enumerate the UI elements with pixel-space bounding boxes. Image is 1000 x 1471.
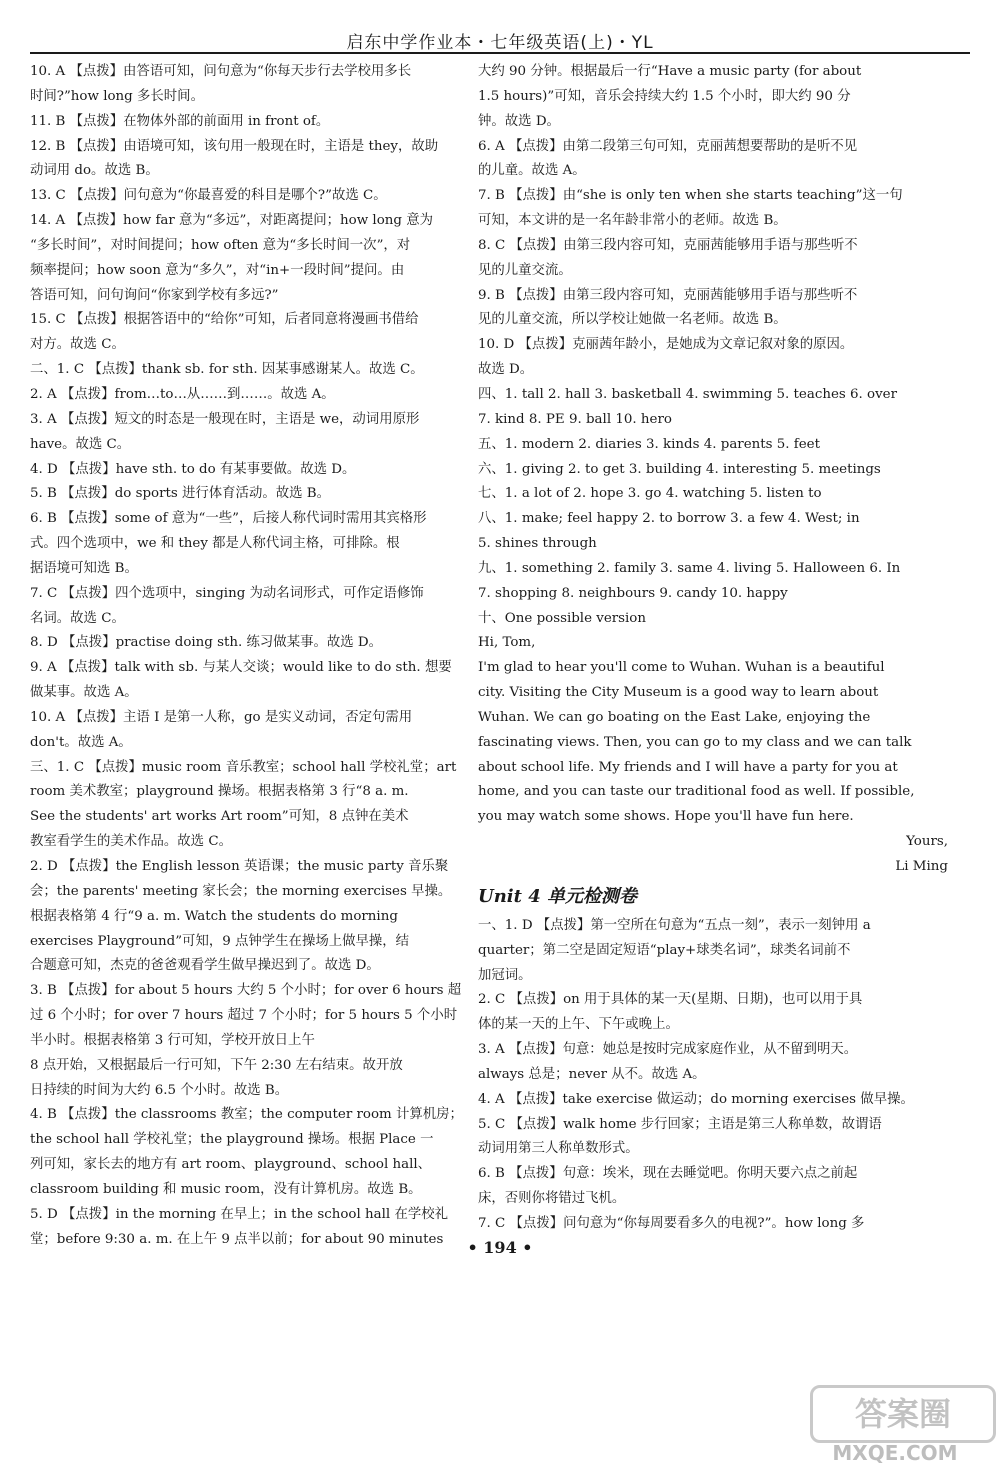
answer-line: 1.5 hours)”可知，音乐会持续大约 1.5 个小时，即大约 90 分	[478, 88, 851, 104]
answer-line: 八、1. make; feel happy 2. to borrow 3. a few 4. West; in	[478, 511, 860, 527]
answer-line: quarter；第二空是固定短语“play+球类名词”，球类名词前不	[478, 942, 851, 958]
answer-line: 5. shines through	[478, 536, 597, 552]
answer-line: about school life. My friends and I will have a party for you at	[478, 759, 898, 775]
answer-line: 的儿童。故选 A。	[478, 163, 586, 179]
right-column	[478, 60, 948, 1237]
answer-line: 4. D 【点拨】have sth. to do 有某事要做。故选 D。	[30, 461, 356, 477]
watermark-url: MXQE.COM	[832, 1441, 958, 1465]
answer-line: 6. B 【点拨】句意：埃米，现在去睡觉吧。你明天要六点之前起	[478, 1166, 858, 1182]
answer-line: 堂；before 9:30 a. m. 在上午 9 点半以前；for about 90 minutes	[30, 1231, 444, 1247]
watermark-logo: 答案圈	[810, 1385, 996, 1443]
answer-line: 7. B 【点拨】由“she is only ten when she starts teaching”这一句	[478, 188, 903, 204]
answer-line: 时间?”how long 多长时间。	[30, 88, 204, 104]
answer-line: don't。故选 A。	[30, 734, 132, 750]
answer-line: 8 点开始，又根据最后一行可知，下午 2:30 左右结束。故开放	[30, 1057, 403, 1073]
answer-line: 5. B 【点拨】do sports 进行体育活动。故选 B。	[30, 486, 331, 502]
book-title: 启东中学作业本・七年级英语(上)・YL	[346, 33, 654, 53]
answer-line: 2. A 【点拨】from…to…从……到……。故选 A。	[30, 386, 335, 402]
answer-line: Hi, Tom,	[478, 635, 536, 651]
answer-line: 合题意可知，杰克的爸爸观看学生做早操迟到了。故选 D。	[30, 958, 380, 974]
letter-closing: Yours,	[906, 834, 948, 850]
answer-line: 3. A 【点拨】句意：她总是按时完成家庭作业，从不留到明天。	[478, 1042, 858, 1058]
answer-line: 9. A 【点拨】talk with sb. 与某人交谈；would like to do sth. 想要	[30, 660, 452, 676]
answer-line: 答语可知，问句询问“你家到学校有多远?”	[30, 287, 279, 303]
answer-line: 教室看学生的美术作品。故选 C。	[30, 834, 232, 850]
unit-heading: Unit 4 单元检测卷	[478, 885, 637, 907]
answer-line: 七、1. a lot of 2. hope 3. go 4. watching 5. listen to	[478, 486, 822, 502]
answer-line: 九、1. something 2. family 3. same 4. living 5. Halloween 6. In	[478, 560, 901, 576]
answer-line: 5. C 【点拨】walk home 步行回家；主语是第三人称单数，故谓语	[478, 1116, 882, 1132]
answer-line: 11. B 【点拨】在物体外部的前面用 in front of。	[30, 113, 330, 129]
answer-line: exercises Playground”可知，9 点钟学生在操场上做早操，结	[30, 933, 410, 949]
answer-line: 6. B 【点拨】some of 意为“一些”，后接人称代词时需用其宾格形	[30, 511, 427, 527]
answer-line: fascinating views. Then, you can go to my class and we can talk	[478, 734, 912, 750]
letter-signature: Li Ming	[895, 859, 948, 874]
answer-line: 10. A 【点拨】由答语可知，问句意为“你每天步行去学校用多长	[30, 64, 412, 79]
answer-line: 5. D 【点拨】in the morning 在早上；in the school hall 在学校礼	[30, 1206, 449, 1222]
answer-line: 4. B 【点拨】the classrooms 教室；the computer room 计算机房；	[30, 1107, 463, 1123]
answer-line: 二、1. C 【点拨】thank sb. for sth. 因某事感谢某人。故选 C。	[30, 362, 424, 378]
answer-line: 十、One possible version	[478, 610, 646, 626]
answer-line: 频率提问；how soon 意为“多久”，对“in+一段时间”提问。由	[30, 262, 405, 278]
answer-line: 加冠词。	[478, 967, 532, 983]
answer-line: home, and you can taste our traditional food as well. If possible,	[478, 784, 915, 800]
answer-line: 4. A 【点拨】take exercise 做运动；do morning exercises 做早操。	[478, 1091, 914, 1107]
answer-line: 10. A 【点拨】主语 I 是第一人称，go 是实义动词，否定句需用	[30, 709, 413, 725]
answer-line: have。故选 C。	[30, 436, 131, 452]
answer-line: 一、1. D 【点拨】第一空所在句意为“五点一刻”，表示一刻钟用 a	[478, 917, 871, 933]
answer-line: the school hall 学校礼堂；the playground 操场。根据 Place 一	[30, 1132, 434, 1148]
answer-line: 式。四个选项中，we 和 they 都是人称代词主格，可排除。根	[30, 536, 400, 552]
answer-line: 三、1. C 【点拨】music room 音乐教室；school hall 学校礼堂；art	[30, 759, 457, 775]
answer-line: 日持续的时间为大约 6.5 个小时。故选 B。	[30, 1082, 289, 1098]
answer-line: 大约 90 分钟。根据最后一行“Have a music party (for about	[478, 64, 862, 79]
answer-line: room 美术教室；playground 操场。根据表格第 3 行“8 a. m.	[30, 784, 409, 800]
answer-line: 2. D 【点拨】the English lesson 英语课；the music party 音乐聚	[30, 859, 449, 874]
answer-line: 3. A 【点拨】短文的时态是一般现在时，主语是 we，动词用原形	[30, 411, 420, 427]
answer-line: always 总是；never 从不。故选 A。	[478, 1066, 706, 1082]
answer-line: 故选 D。	[478, 362, 534, 378]
answer-line: you may watch some shows. Hope you'll have fun here.	[478, 809, 854, 825]
answer-line: 名词。故选 C。	[30, 610, 125, 626]
answer-line: 据语境可知选 B。	[30, 560, 138, 576]
answer-line: 四、1. tall 2. hall 3. basketball 4. swimming 5. teaches 6. over	[478, 386, 897, 402]
answer-line: 13. C 【点拨】问句意为“你最喜爱的科目是哪个?”故选 C。	[30, 188, 387, 204]
watermark	[800, 1385, 990, 1467]
answer-line: 见的儿童交流，所以学校让她做一名老师。故选 B。	[478, 312, 787, 328]
answer-line: I'm glad to hear you'll come to Wuhan. Wuhan is a beautiful	[478, 660, 885, 676]
answer-line: 做某事。故选 A。	[30, 685, 138, 701]
answer-line: 六、1. giving 2. to get 3. building 4. interesting 5. meetings	[478, 461, 881, 477]
answer-line: 见的儿童交流。	[478, 262, 572, 278]
answer-line: 8. D 【点拨】practise doing sth. 练习做某事。故选 D。	[30, 635, 383, 651]
answer-line: 10. D 【点拨】克丽茜年龄小，是她成为文章记叙对象的原因。	[478, 337, 854, 353]
left-column	[30, 60, 478, 1253]
answer-line: 8. C 【点拨】由第三段内容可知，克丽茜能够用手语与那些听不	[478, 237, 858, 253]
answer-line: 7. kind 8. PE 9. ball 10. hero	[478, 411, 672, 427]
page-number: • 194 •	[467, 1238, 533, 1257]
answer-line: 6. A 【点拨】由第二段第三句可知，克丽茜想要帮助的是听不见	[478, 138, 858, 154]
answer-line: 14. A 【点拨】how far 意为“多远”，对距离提问；how long 意为	[30, 213, 434, 229]
answer-line: 3. B 【点拨】for about 5 hours 大约 5 个小时；for over 6 hours 超	[30, 983, 462, 999]
answer-line: 2. C 【点拨】on 用于具体的某一天(星期、日期)，也可以用于具	[478, 992, 863, 1008]
answer-line: 会；the parents' meeting 家长会；the morning exercises 早操。	[30, 883, 452, 899]
page-header	[30, 22, 970, 54]
answer-line: 12. B 【点拨】由语境可知，该句用一般现在时，主语是 they，故助	[30, 138, 439, 154]
answer-line: 7. C 【点拨】四个选项中，singing 为动名词形式，可作定语修饰	[30, 585, 424, 601]
answer-line: 半小时。根据表格第 3 行可知，学校开放日上午	[30, 1032, 315, 1048]
answer-line: 对方。故选 C。	[30, 337, 125, 353]
answer-line: classroom building 和 music room，没有计算机房。故选 B。	[30, 1181, 422, 1197]
answer-line: 过 6 个小时；for over 7 hours 超过 7 个小时；for 5 hours 5 个小时	[30, 1008, 458, 1024]
answer-line: 可知，本文讲的是一名年龄非常小的老师。故选 B。	[478, 213, 787, 229]
answer-line: 列可知，家长去的地方有 art room、playground、school hall、	[30, 1157, 432, 1173]
answer-line: 床，否则你将错过飞机。	[478, 1191, 626, 1207]
answer-line: See the students' art works Art room”可知，8 点钟在美术	[30, 809, 409, 825]
answer-line: 动词用 do。故选 B。	[30, 163, 159, 179]
answer-line: 体的某一天的上午、下午或晚上。	[478, 1017, 679, 1033]
answer-line: 15. C 【点拨】根据答语中的“给你”可知，后者同意将漫画书借给	[30, 312, 419, 328]
answer-line: 动词用第三人称单数形式。	[478, 1141, 639, 1157]
answer-line: 五、1. modern 2. diaries 3. kinds 4. parents 5. feet	[478, 436, 820, 452]
answer-line: “多长时间”，对时间提问；how often 意为“多长时间一次”，对	[30, 237, 411, 253]
answer-line: city. Visiting the City Museum is a good way to learn about	[478, 685, 879, 701]
answer-line: 7. C 【点拨】问句意为“你每周要看多久的电视?”。how long 多	[478, 1215, 865, 1231]
answer-line: 根据表格第 4 行“9 a. m. Watch the students do morning	[30, 908, 398, 924]
answer-line: 钟。故选 D。	[478, 113, 560, 129]
answer-line: 9. B 【点拨】由第三段内容可知，克丽茜能够用手语与那些听不	[478, 287, 858, 303]
answer-line: Wuhan. We can go boating on the East Lake, enjoying the	[478, 709, 871, 725]
answer-line: 7. shopping 8. neighbours 9. candy 10. happy	[478, 585, 788, 601]
